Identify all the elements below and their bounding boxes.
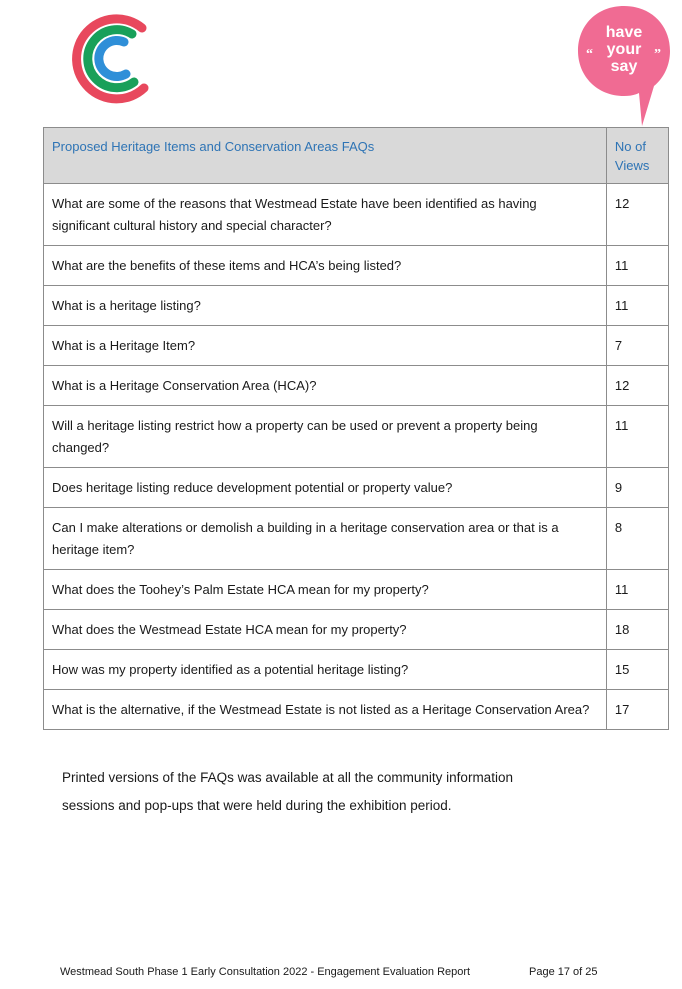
header-question: Proposed Heritage Items and Conservation Areas FAQs — [44, 128, 607, 184]
faq-views: 11 — [606, 570, 668, 610]
table-row — [44, 366, 669, 406]
faq-question: What are some of the reasons that Westmead Estate have been identified as having significant cultural history and special character? — [44, 184, 607, 246]
table-row — [44, 246, 669, 286]
faq-views-table — [43, 127, 669, 730]
table-row — [44, 286, 669, 326]
faq-views: 15 — [606, 650, 668, 690]
svg-text:”: ” — [654, 47, 661, 62]
hys-word-say: say — [610, 58, 638, 75]
have-your-say-logo — [574, 4, 674, 128]
faq-views: 11 — [606, 406, 668, 468]
table-row — [44, 326, 669, 366]
faq-views: 12 — [606, 366, 668, 406]
table-row — [44, 650, 669, 690]
header-views: No of Views — [606, 128, 668, 184]
table-row — [44, 610, 669, 650]
faq-views: 11 — [606, 246, 668, 286]
faq-views: 17 — [606, 690, 668, 730]
have-your-say-text — [574, 24, 674, 75]
footer-page-number: Page 17 of 25 — [529, 966, 598, 978]
faq-question: What does the Toohey’s Palm Estate HCA mean for my property? — [44, 570, 607, 610]
note-line-1: Printed versions of the FAQs was available at all the community information — [62, 770, 513, 785]
table-row — [44, 468, 669, 508]
faq-question: What are the benefits of these items and HCA’s being listed? — [44, 246, 607, 286]
faq-question: Will a heritage listing restrict how a property can be used or prevent a property being changed? — [44, 406, 607, 468]
table-row — [44, 690, 669, 730]
council-logo — [66, 6, 158, 106]
faq-views: 18 — [606, 610, 668, 650]
faq-question: What does the Westmead Estate HCA mean for my property? — [44, 610, 607, 650]
note-line-2: sessions and pop-ups that were held during the exhibition period. — [62, 798, 452, 813]
faq-views: 7 — [606, 326, 668, 366]
faq-question: What is the alternative, if the Westmead Estate is not listed as a Heritage Conservation Area? — [44, 690, 607, 730]
table-row — [44, 570, 669, 610]
faq-question: Does heritage listing reduce development potential or property value? — [44, 468, 607, 508]
footer-report-title: Westmead South Phase 1 Early Consultation 2022 - Engagement Evaluation Report — [60, 966, 471, 978]
hys-word-your: your — [606, 41, 642, 58]
table-header-row — [44, 128, 669, 184]
faq-question: Can I make alterations or demolish a building in a heritage conservation area or that is a heritage item? — [44, 508, 607, 570]
faq-views: 12 — [606, 184, 668, 246]
faq-question: What is a heritage listing? — [44, 286, 607, 326]
svg-text:“: “ — [586, 47, 593, 62]
printed-faq-note — [62, 764, 622, 820]
faq-views: 8 — [606, 508, 668, 570]
faq-question: How was my property identified as a potential heritage listing? — [44, 650, 607, 690]
faq-views: 11 — [606, 286, 668, 326]
table-row — [44, 508, 669, 570]
table-row — [44, 406, 669, 468]
faq-question: What is a Heritage Conservation Area (HCA)? — [44, 366, 607, 406]
hys-word-have: have — [605, 24, 643, 41]
faq-views: 9 — [606, 468, 668, 508]
council-logo-icon — [66, 6, 158, 106]
table-row — [44, 184, 669, 246]
faq-question: What is a Heritage Item? — [44, 326, 607, 366]
